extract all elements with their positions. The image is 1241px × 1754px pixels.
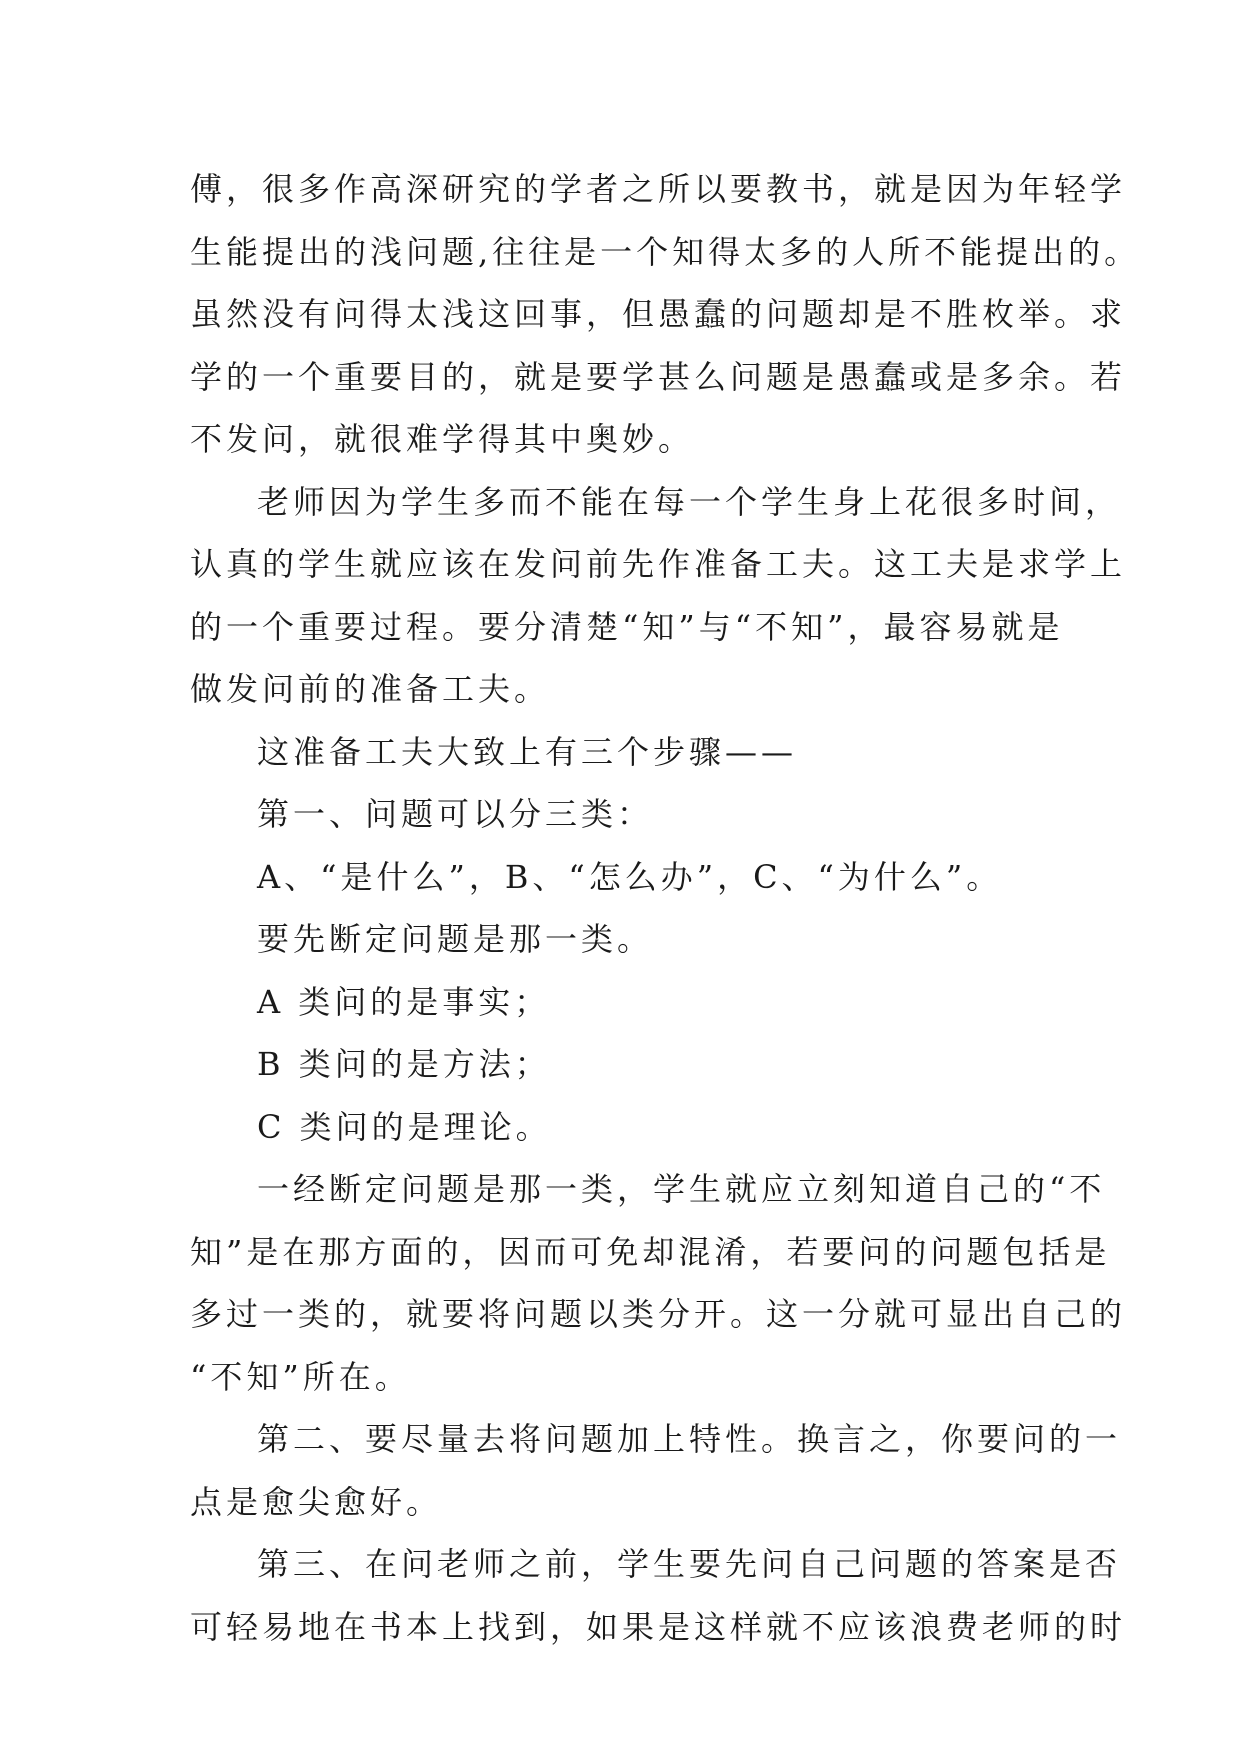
paragraph-first-line: B 类问的是方法； xyxy=(257,1045,551,1083)
document-body xyxy=(190,158,1141,1658)
paragraph-first-line: C 类问的是理论。 xyxy=(257,1107,552,1146)
paragraph-first-line: 第三、在问老师之前，学生要先问自己问题的答案是否 xyxy=(257,1545,1122,1583)
text-line: 点是愈尖愈好。 xyxy=(190,1482,443,1521)
paragraph-first-line: 第二、要尽量去将问题加上特性。换言之，你要问的一 xyxy=(257,1420,1122,1458)
text-line: 多过一类的，就要将问题以类分开。这一分就可显出自己的 xyxy=(190,1295,1127,1333)
paragraph-first-line: 要先断定问题是那一类。 xyxy=(257,920,654,958)
text-line: 傅，很多作高深研究的学者之所以要教书，就是因为年轻学 xyxy=(190,170,1127,208)
text-line: “不知”所在。 xyxy=(190,1357,411,1396)
paragraph-first-line: A 类问的是事实； xyxy=(257,982,551,1021)
paragraph-first-line: A、“是什么”，B、“怎么办”，C、“为什么”。 xyxy=(257,857,1003,896)
text-line: 虽然没有问得太浅这回事，但愚蠢的问题却是不胜枚举。求 xyxy=(190,295,1127,333)
text-line: 的一个重要过程。要分清楚“知”与“不知”，最容易就是 xyxy=(190,607,1064,646)
text-line: 不发问，就很难学得其中奥妙。 xyxy=(190,420,695,458)
text-line: 学的一个重要目的，就是要学甚么问题是愚蠢或是多余。若 xyxy=(190,357,1127,396)
text-line: 知”是在那方面的，因而可免却混淆，若要问的问题包括是 xyxy=(190,1232,1111,1271)
paragraph-first-line: 这准备工夫大致上有三个步骤—— xyxy=(257,732,798,771)
text-line: 认真的学生就应该在发问前先作准备工夫。这工夫是求学上 xyxy=(190,545,1127,583)
text-line: 做发问前的准备工夫。 xyxy=(190,670,551,708)
text-line: 生能提出的浅问题,往往是一个知得太多的人所不能提出的。 xyxy=(190,232,1141,271)
paragraph-first-line: 一经断定问题是那一类，学生就应立刻知道自己的“不 xyxy=(257,1170,1106,1208)
text-line: 可轻易地在书本上找到，如果是这样就不应该浪费老师的时 xyxy=(190,1607,1127,1646)
paragraph-first-line: 老师因为学生多而不能在每一个学生身上花很多时间， xyxy=(257,482,1122,521)
paragraph-first-line: 第一、问题可以分三类： xyxy=(257,795,654,833)
